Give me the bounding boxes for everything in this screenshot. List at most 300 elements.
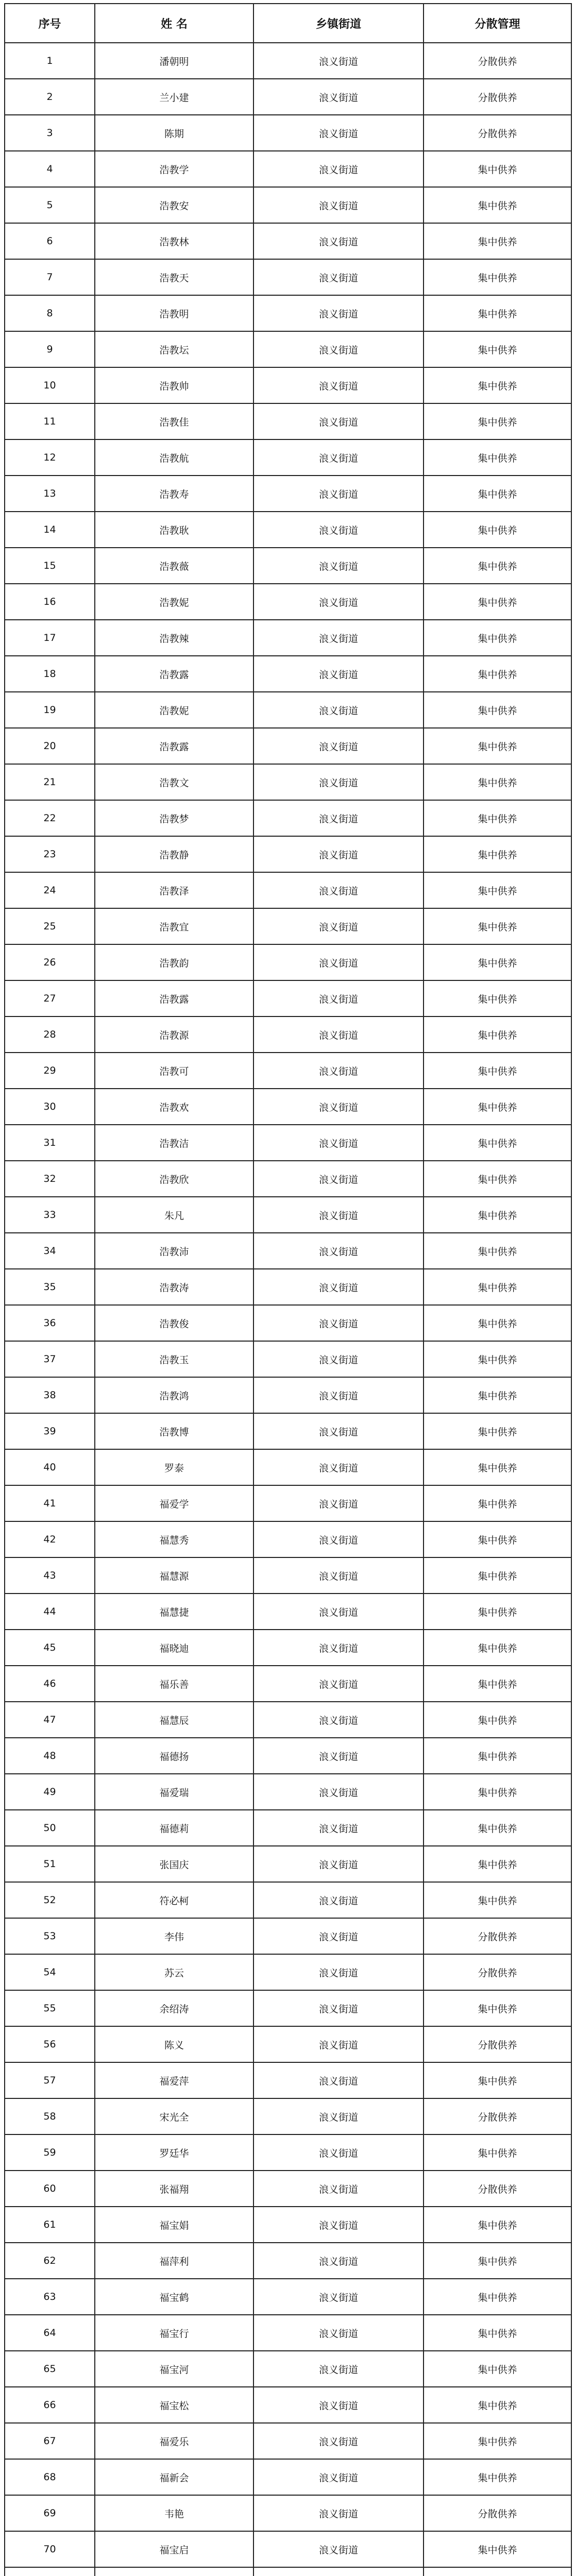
cell-index: 10	[5, 367, 95, 403]
cell-subdistrict: 浪义街道	[253, 2495, 424, 2531]
table-row	[5, 512, 571, 548]
cell-index: 59	[5, 2134, 95, 2171]
cell-index: 14	[5, 512, 95, 548]
cell-name: 福乐善	[95, 1666, 253, 1702]
cell-subdistrict: 浪义街道	[253, 584, 424, 620]
cell-name: 浩教露	[95, 980, 253, 1016]
cell-name: 福宝行	[95, 2315, 253, 2351]
cell-index: 17	[5, 620, 95, 656]
cell-name: 韦艳	[95, 2495, 253, 2531]
cell-support-type: 集中供养	[424, 223, 571, 259]
table-row	[5, 1918, 571, 1954]
table-row	[5, 800, 571, 836]
cell-name: 浩教露	[95, 728, 253, 764]
cell-support-type: 集中供养	[424, 872, 571, 908]
table-row	[5, 1846, 571, 1882]
cell-support-type: 集中供养	[424, 2207, 571, 2243]
cell-index: 37	[5, 1341, 95, 1377]
cell-index: 58	[5, 2098, 95, 2134]
table-row	[5, 548, 571, 584]
cell-support-type: 集中供养	[424, 2531, 571, 2567]
cell-name: 浩教薇	[95, 548, 253, 584]
cell-name: 浩教帅	[95, 367, 253, 403]
cell-name: 罗廷华	[95, 2134, 253, 2171]
cell-name: 浩教玉	[95, 1341, 253, 1377]
cell-subdistrict: 浪义街道	[253, 1449, 424, 1485]
cell-subdistrict: 浪义街道	[253, 1702, 424, 1738]
cell-support-type: 集中供养	[424, 295, 571, 331]
cell-index: 69	[5, 2495, 95, 2531]
cell-support-type: 集中供养	[424, 1233, 571, 1269]
cell-index: 3	[5, 115, 95, 151]
cell-subdistrict: 浪义街道	[253, 1413, 424, 1449]
cell-name: 浩教妮	[95, 692, 253, 728]
table-row	[5, 2459, 571, 2495]
table-row	[5, 1594, 571, 1630]
table-row	[5, 2531, 571, 2567]
cell-index: 19	[5, 692, 95, 728]
cell-subdistrict: 浪义街道	[253, 2243, 424, 2279]
cell-name: 浩教洁	[95, 1125, 253, 1161]
table-row	[5, 1557, 571, 1594]
cell-name: 浩教俊	[95, 1305, 253, 1341]
cell-index: 67	[5, 2423, 95, 2459]
table-row	[5, 223, 571, 259]
cell-support-type: 集中供养	[424, 548, 571, 584]
table-row	[5, 2567, 571, 2576]
cell-support-type: 集中供养	[424, 1053, 571, 1089]
cell-subdistrict: 浪义街道	[253, 151, 424, 187]
cell-index: 56	[5, 2026, 95, 2062]
table-row	[5, 1197, 571, 1233]
cell-index: 26	[5, 944, 95, 980]
cell-index: 4	[5, 151, 95, 187]
cell-support-type: 集中供养	[424, 620, 571, 656]
cell-subdistrict: 浪义街道	[253, 1557, 424, 1594]
cell-index: 61	[5, 2207, 95, 2243]
cell-subdistrict: 浪义街道	[253, 512, 424, 548]
cell-subdistrict: 浪义街道	[253, 2171, 424, 2207]
cell-subdistrict: 浪义街道	[253, 439, 424, 476]
cell-support-type: 集中供养	[424, 1990, 571, 2026]
cell-name	[95, 2567, 253, 2576]
table-row	[5, 476, 571, 512]
header-subdistrict: 乡镇街道	[253, 4, 424, 43]
cell-subdistrict: 浪义街道	[253, 620, 424, 656]
cell-subdistrict: 浪义街道	[253, 1269, 424, 1305]
cell-subdistrict: 浪义街道	[253, 2531, 424, 2567]
cell-index: 6	[5, 223, 95, 259]
cell-name: 浩教坛	[95, 331, 253, 367]
cell-support-type: 集中供养	[424, 1630, 571, 1666]
cell-subdistrict: 浪义街道	[253, 2098, 424, 2134]
cell-name: 浩教航	[95, 439, 253, 476]
cell-support-type: 集中供养	[424, 331, 571, 367]
cell-support-type: 集中供养	[424, 800, 571, 836]
cell-index: 21	[5, 764, 95, 800]
cell-support-type: 集中供养	[424, 1702, 571, 1738]
cell-subdistrict: 浪义街道	[253, 764, 424, 800]
beneficiary-table	[4, 3, 572, 2576]
cell-subdistrict: 浪义街道	[253, 2387, 424, 2423]
cell-name: 浩教安	[95, 187, 253, 223]
cell-index: 7	[5, 259, 95, 295]
cell-index: 55	[5, 1990, 95, 2026]
cell-index: 40	[5, 1449, 95, 1485]
table-row	[5, 872, 571, 908]
cell-support-type: 分散供养	[424, 115, 571, 151]
cell-subdistrict: 浪义街道	[253, 2351, 424, 2387]
cell-index: 48	[5, 1738, 95, 1774]
header-support-type: 分散管理	[424, 4, 571, 43]
table-row	[5, 115, 571, 151]
table-row	[5, 1449, 571, 1485]
table-row	[5, 1089, 571, 1125]
cell-subdistrict: 浪义街道	[253, 1954, 424, 1990]
table-row	[5, 1630, 571, 1666]
cell-index: 18	[5, 656, 95, 692]
cell-subdistrict: 浪义街道	[253, 2134, 424, 2171]
cell-name: 浩教辣	[95, 620, 253, 656]
cell-index: 2	[5, 79, 95, 115]
cell-name: 福德莉	[95, 1810, 253, 1846]
cell-support-type: 集中供养	[424, 1485, 571, 1521]
cell-support-type: 分散供养	[424, 2098, 571, 2134]
cell-index	[5, 2567, 95, 2576]
cell-subdistrict: 浪义街道	[253, 1810, 424, 1846]
cell-index: 50	[5, 1810, 95, 1846]
cell-index: 1	[5, 43, 95, 79]
cell-support-type: 分散供养	[424, 2026, 571, 2062]
cell-name: 浩教宜	[95, 908, 253, 944]
cell-support-type: 集中供养	[424, 2134, 571, 2171]
table-row	[5, 2062, 571, 2098]
table-row	[5, 2351, 571, 2387]
table-row	[5, 1882, 571, 1918]
cell-support-type: 集中供养	[424, 1269, 571, 1305]
cell-support-type: 集中供养	[424, 1521, 571, 1557]
cell-index: 51	[5, 1846, 95, 1882]
cell-subdistrict: 浪义街道	[253, 1089, 424, 1125]
cell-index: 33	[5, 1197, 95, 1233]
cell-index: 24	[5, 872, 95, 908]
cell-subdistrict: 浪义街道	[253, 115, 424, 151]
cell-name: 浩教源	[95, 1016, 253, 1053]
cell-name: 李伟	[95, 1918, 253, 1954]
cell-index: 60	[5, 2171, 95, 2207]
cell-name: 福慧源	[95, 1557, 253, 1594]
cell-subdistrict: 浪义街道	[253, 1125, 424, 1161]
cell-index: 46	[5, 1666, 95, 1702]
cell-index: 16	[5, 584, 95, 620]
cell-subdistrict: 浪义街道	[253, 2026, 424, 2062]
cell-support-type: 集中供养	[424, 1594, 571, 1630]
cell-name: 陈义	[95, 2026, 253, 2062]
cell-name: 福宝娟	[95, 2207, 253, 2243]
cell-name: 福新会	[95, 2459, 253, 2495]
cell-name: 福爱萍	[95, 2062, 253, 2098]
cell-name: 浩教明	[95, 295, 253, 331]
cell-name: 浩教林	[95, 223, 253, 259]
cell-subdistrict: 浪义街道	[253, 403, 424, 439]
cell-support-type: 集中供养	[424, 2351, 571, 2387]
cell-name: 罗泰	[95, 1449, 253, 1485]
cell-name: 浩教学	[95, 151, 253, 187]
cell-support-type: 集中供养	[424, 1810, 571, 1846]
cell-support-type: 集中供养	[424, 1016, 571, 1053]
cell-support-type: 集中供养	[424, 151, 571, 187]
cell-support-type: 集中供养	[424, 1125, 571, 1161]
cell-index: 47	[5, 1702, 95, 1738]
cell-subdistrict: 浪义街道	[253, 1918, 424, 1954]
cell-index: 63	[5, 2279, 95, 2315]
cell-index: 29	[5, 1053, 95, 1089]
cell-subdistrict: 浪义街道	[253, 331, 424, 367]
header-index: 序号	[5, 4, 95, 43]
table-row	[5, 1485, 571, 1521]
table-row	[5, 2315, 571, 2351]
cell-subdistrict: 浪义街道	[253, 1521, 424, 1557]
table-row	[5, 1954, 571, 1990]
cell-support-type: 集中供养	[424, 1341, 571, 1377]
cell-index: 39	[5, 1413, 95, 1449]
cell-support-type: 集中供养	[424, 1666, 571, 1702]
table-row	[5, 1521, 571, 1557]
cell-subdistrict: 浪义街道	[253, 836, 424, 872]
table-row	[5, 692, 571, 728]
cell-support-type: 集中供养	[424, 2243, 571, 2279]
cell-subdistrict: 浪义街道	[253, 872, 424, 908]
table-row	[5, 1377, 571, 1413]
cell-name: 福德扬	[95, 1738, 253, 1774]
cell-name: 浩教韵	[95, 944, 253, 980]
cell-support-type: 集中供养	[424, 2062, 571, 2098]
cell-support-type: 分散供养	[424, 43, 571, 79]
table-row	[5, 1161, 571, 1197]
table-row	[5, 2207, 571, 2243]
cell-index: 15	[5, 548, 95, 584]
table-row	[5, 2134, 571, 2171]
cell-subdistrict: 浪义街道	[253, 367, 424, 403]
cell-index: 44	[5, 1594, 95, 1630]
cell-index: 35	[5, 1269, 95, 1305]
table-row	[5, 620, 571, 656]
cell-name: 福宝松	[95, 2387, 253, 2423]
cell-support-type: 集中供养	[424, 1413, 571, 1449]
cell-support-type: 集中供养	[424, 512, 571, 548]
table-row	[5, 1305, 571, 1341]
cell-name: 潘朝明	[95, 43, 253, 79]
cell-name: 浩教泽	[95, 872, 253, 908]
cell-name: 浩教寿	[95, 476, 253, 512]
table-row	[5, 331, 571, 367]
cell-name: 朱凡	[95, 1197, 253, 1233]
cell-support-type: 集中供养	[424, 764, 571, 800]
cell-index: 5	[5, 187, 95, 223]
table-row	[5, 1413, 571, 1449]
cell-support-type: 集中供养	[424, 1377, 571, 1413]
cell-index: 49	[5, 1774, 95, 1810]
cell-subdistrict: 浪义街道	[253, 1016, 424, 1053]
table-row	[5, 1016, 571, 1053]
cell-subdistrict: 浪义街道	[253, 187, 424, 223]
cell-support-type: 集中供养	[424, 476, 571, 512]
cell-support-type: 分散供养	[424, 79, 571, 115]
cell-name: 余绍涛	[95, 1990, 253, 2026]
cell-index: 54	[5, 1954, 95, 1990]
cell-name: 浩教博	[95, 1413, 253, 1449]
cell-support-type: 集中供养	[424, 1089, 571, 1125]
table-row	[5, 764, 571, 800]
cell-subdistrict: 浪义街道	[253, 79, 424, 115]
cell-name: 浩教佳	[95, 403, 253, 439]
cell-index: 9	[5, 331, 95, 367]
cell-name: 福爱瑞	[95, 1774, 253, 1810]
cell-subdistrict: 浪义街道	[253, 1161, 424, 1197]
cell-name: 陈期	[95, 115, 253, 151]
header-name: 姓 名	[95, 4, 253, 43]
cell-subdistrict: 浪义街道	[253, 1882, 424, 1918]
cell-name: 福宝河	[95, 2351, 253, 2387]
cell-name: 福宝启	[95, 2531, 253, 2567]
cell-index: 30	[5, 1089, 95, 1125]
cell-index: 45	[5, 1630, 95, 1666]
cell-index: 41	[5, 1485, 95, 1521]
cell-subdistrict: 浪义街道	[253, 223, 424, 259]
table-row	[5, 367, 571, 403]
table-row	[5, 1666, 571, 1702]
cell-support-type: 集中供养	[424, 2315, 571, 2351]
table-row	[5, 295, 571, 331]
table-row	[5, 439, 571, 476]
cell-name: 福爱乐	[95, 2423, 253, 2459]
cell-name: 浩教欣	[95, 1161, 253, 1197]
cell-name: 福萍利	[95, 2243, 253, 2279]
cell-support-type: 集中供养	[424, 2387, 571, 2423]
cell-support-type: 集中供养	[424, 1161, 571, 1197]
table-row	[5, 908, 571, 944]
cell-name: 宋光全	[95, 2098, 253, 2134]
cell-support-type: 分散供养	[424, 2171, 571, 2207]
cell-index: 38	[5, 1377, 95, 1413]
cell-subdistrict: 浪义街道	[253, 692, 424, 728]
cell-index: 57	[5, 2062, 95, 2098]
cell-index: 70	[5, 2531, 95, 2567]
cell-subdistrict: 浪义街道	[253, 980, 424, 1016]
cell-name: 张福翔	[95, 2171, 253, 2207]
cell-support-type: 分散供养	[424, 1954, 571, 1990]
cell-index: 62	[5, 2243, 95, 2279]
cell-index: 8	[5, 295, 95, 331]
cell-name: 浩教露	[95, 656, 253, 692]
cell-subdistrict: 浪义街道	[253, 1774, 424, 1810]
table-row	[5, 2171, 571, 2207]
cell-name: 福晓迪	[95, 1630, 253, 1666]
cell-index: 34	[5, 1233, 95, 1269]
cell-name: 浩教天	[95, 259, 253, 295]
cell-index: 32	[5, 1161, 95, 1197]
table-row	[5, 187, 571, 223]
cell-support-type: 集中供养	[424, 980, 571, 1016]
cell-index: 68	[5, 2459, 95, 2495]
cell-subdistrict: 浪义街道	[253, 2279, 424, 2315]
cell-subdistrict: 浪义街道	[253, 908, 424, 944]
cell-subdistrict: 浪义街道	[253, 476, 424, 512]
table-row	[5, 1990, 571, 2026]
table-row	[5, 1810, 571, 1846]
cell-index: 64	[5, 2315, 95, 2351]
table-row	[5, 43, 571, 79]
cell-subdistrict: 浪义街道	[253, 1846, 424, 1882]
cell-index: 25	[5, 908, 95, 944]
cell-support-type: 集中供养	[424, 584, 571, 620]
table-row	[5, 1738, 571, 1774]
cell-index: 53	[5, 1918, 95, 1954]
cell-support-type: 集中供养	[424, 2423, 571, 2459]
cell-support-type: 集中供养	[424, 1846, 571, 1882]
cell-support-type: 分散供养	[424, 2495, 571, 2531]
cell-index: 43	[5, 1557, 95, 1594]
cell-subdistrict: 浪义街道	[253, 2423, 424, 2459]
cell-index: 12	[5, 439, 95, 476]
cell-name: 浩教可	[95, 1053, 253, 1089]
cell-name: 符必柯	[95, 1882, 253, 1918]
cell-support-type: 集中供养	[424, 1305, 571, 1341]
table-row	[5, 2243, 571, 2279]
cell-name: 福慧捷	[95, 1594, 253, 1630]
cell-subdistrict: 浪义街道	[253, 800, 424, 836]
cell-index: 65	[5, 2351, 95, 2387]
cell-subdistrict: 浪义街道	[253, 1990, 424, 2026]
cell-support-type: 集中供养	[424, 439, 571, 476]
cell-support-type: 集中供养	[424, 1557, 571, 1594]
cell-index: 66	[5, 2387, 95, 2423]
table-row	[5, 1774, 571, 1810]
table-row	[5, 403, 571, 439]
cell-support-type: 集中供养	[424, 728, 571, 764]
table-row	[5, 2098, 571, 2134]
cell-subdistrict: 浪义街道	[253, 1305, 424, 1341]
cell-subdistrict: 浪义街道	[253, 728, 424, 764]
cell-support-type	[424, 2567, 571, 2576]
cell-index: 36	[5, 1305, 95, 1341]
cell-support-type: 集中供养	[424, 1882, 571, 1918]
cell-subdistrict: 浪义街道	[253, 944, 424, 980]
cell-subdistrict: 浪义街道	[253, 1738, 424, 1774]
cell-subdistrict: 浪义街道	[253, 2062, 424, 2098]
cell-name: 浩教静	[95, 836, 253, 872]
cell-name: 兰小建	[95, 79, 253, 115]
cell-subdistrict: 浪义街道	[253, 2315, 424, 2351]
cell-subdistrict: 浪义街道	[253, 2207, 424, 2243]
cell-subdistrict: 浪义街道	[253, 43, 424, 79]
cell-support-type: 集中供养	[424, 2459, 571, 2495]
cell-support-type: 集中供养	[424, 403, 571, 439]
cell-support-type: 集中供养	[424, 836, 571, 872]
cell-index: 27	[5, 980, 95, 1016]
cell-index: 13	[5, 476, 95, 512]
cell-name: 浩教鸿	[95, 1377, 253, 1413]
cell-subdistrict: 浪义街道	[253, 1197, 424, 1233]
table-row	[5, 1702, 571, 1738]
cell-subdistrict: 浪义街道	[253, 1233, 424, 1269]
table-row	[5, 836, 571, 872]
cell-support-type: 分散供养	[424, 1918, 571, 1954]
cell-subdistrict	[253, 2567, 424, 2576]
table-row	[5, 1341, 571, 1377]
cell-name: 浩教文	[95, 764, 253, 800]
cell-subdistrict: 浪义街道	[253, 1630, 424, 1666]
